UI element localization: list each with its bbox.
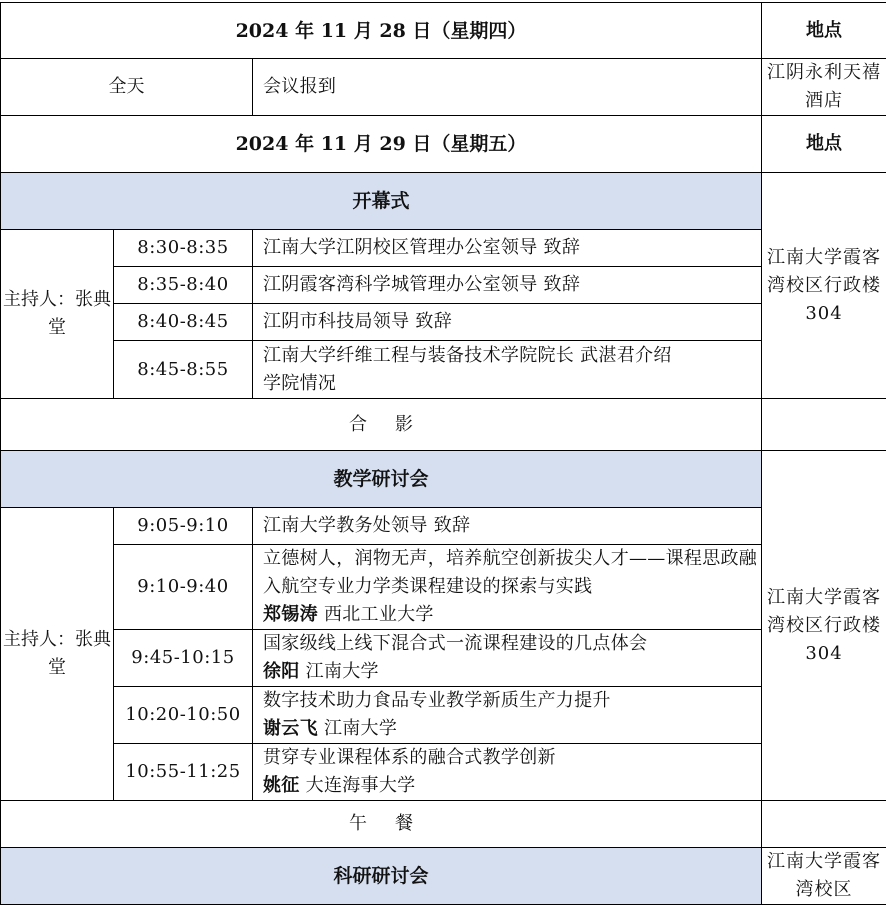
day1-location-header: 地点 — [762, 3, 886, 59]
day1-desc: 会议报到 — [253, 59, 762, 116]
teaching-desc-1: 江南大学教务处领导 致辞 — [253, 508, 762, 545]
teaching-time-1: 9:05-9:10 — [114, 508, 253, 545]
day2-location-header: 地点 — [762, 116, 886, 173]
talk-title: 数字技术助力食品专业教学新质生产力提升 — [263, 687, 761, 715]
teaching-time-5: 10:55-11:25 — [114, 744, 253, 801]
talk-title: 贯穿专业课程体系的融合式教学创新 — [263, 744, 761, 772]
day1-date: 2024 年 11 月 28 日（星期四） — [1, 3, 762, 59]
speaker-org: 江南大学 — [306, 661, 379, 682]
speaker-name: 姚征 — [263, 775, 300, 796]
speaker-org: 大连海事大学 — [306, 775, 416, 796]
teaching-item-3 — [253, 630, 762, 687]
speaker-name: 谢云飞 — [263, 718, 318, 739]
opening-time-2: 8:35-8:40 — [114, 267, 253, 304]
opening-venue: 江南大学霞客湾校区行政楼 304 — [762, 173, 886, 399]
lunch: 午餐 — [1, 801, 762, 848]
opening-desc-3: 江阴市科技局领导 致辞 — [253, 304, 762, 341]
opening-desc-4: 江南大学纤维工程与装备技术学院院长 武湛君介绍学院情况 — [253, 341, 762, 399]
opening-desc-2: 江阴霞客湾科学城管理办公室领导 致辞 — [253, 267, 762, 304]
section-title-opening: 开幕式 — [1, 173, 762, 230]
agenda-table — [0, 2, 886, 905]
research-venue: 江南大学霞客湾校区 — [762, 848, 886, 905]
group-photo: 合影 — [1, 399, 762, 451]
opening-host: 主持人：张典堂 — [1, 230, 114, 399]
section-title-research: 科研研讨会 — [1, 848, 762, 905]
speaker-org: 江南大学 — [324, 718, 397, 739]
teaching-item-4 — [253, 687, 762, 744]
teaching-item-2 — [253, 545, 762, 630]
teaching-time-3: 9:45-10:15 — [114, 630, 253, 687]
talk-title: 立德树人，润物无声，培养航空创新拔尖人才——课程思政融入航空专业力学类课程建设的探索与实践 — [263, 545, 761, 601]
lunch-venue — [762, 801, 886, 848]
speaker-name: 郑锡涛 — [263, 604, 318, 625]
teaching-item-5 — [253, 744, 762, 801]
teaching-host: 主持人：张典堂 — [1, 508, 114, 801]
group-photo-venue — [762, 399, 886, 451]
teaching-venue: 江南大学霞客湾校区行政楼 304 — [762, 451, 886, 801]
day2-date: 2024 年 11 月 29 日（星期五） — [1, 116, 762, 173]
day1-venue: 江阴永利天禧酒店 — [762, 59, 886, 116]
opening-desc-1: 江南大学江阴校区管理办公室领导 致辞 — [253, 230, 762, 267]
day1-time: 全天 — [1, 59, 253, 116]
opening-time-3: 8:40-8:45 — [114, 304, 253, 341]
opening-time-4: 8:45-8:55 — [114, 341, 253, 399]
speaker-org: 西北工业大学 — [324, 604, 434, 625]
talk-title: 国家级线上线下混合式一流课程建设的几点体会 — [263, 630, 761, 658]
section-title-teaching: 教学研讨会 — [1, 451, 762, 508]
teaching-time-2: 9:10-9:40 — [114, 545, 253, 630]
teaching-time-4: 10:20-10:50 — [114, 687, 253, 744]
speaker-name: 徐阳 — [263, 661, 300, 682]
opening-time-1: 8:30-8:35 — [114, 230, 253, 267]
